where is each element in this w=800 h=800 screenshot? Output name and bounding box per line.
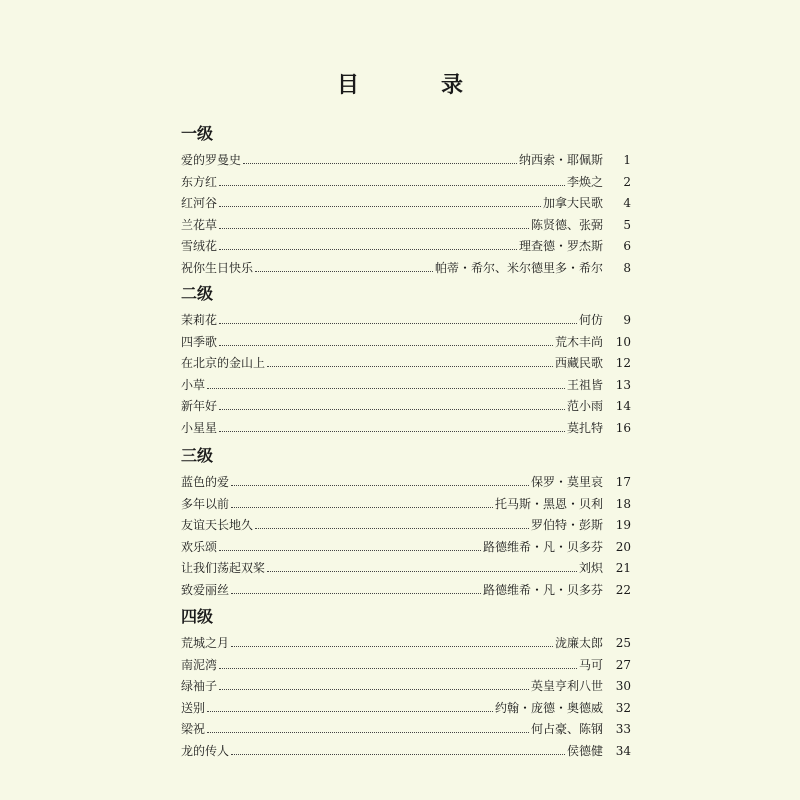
page-number: 21 [615, 561, 631, 575]
song-title: 绿袖子 [181, 679, 218, 693]
page-number: 12 [615, 356, 631, 370]
page-number: 30 [615, 679, 631, 693]
dot-leader [219, 345, 553, 346]
toc-entry [181, 213, 631, 233]
page-number: 17 [615, 475, 631, 489]
page-number: 10 [615, 334, 631, 349]
page-number: 34 [615, 743, 631, 758]
toc-entry [181, 394, 631, 414]
dot-leader [255, 271, 433, 272]
song-title: 南泥湾 [181, 657, 218, 672]
composer-name: 荒木丰尚 [554, 334, 603, 349]
composer-name: 范小雨 [566, 399, 603, 413]
composer-name: 罗伯特・彭斯 [530, 518, 603, 532]
toc-entry [181, 535, 631, 555]
song-title: 梁祝 [181, 722, 206, 736]
composer-name: 李焕之 [566, 174, 603, 189]
section-heading: 三级 [181, 446, 214, 465]
page-number: 9 [623, 313, 631, 327]
toc-entry [181, 351, 631, 371]
page-number: 13 [615, 377, 631, 392]
composer-name: 泷廉太郎 [554, 636, 603, 650]
song-title: 让我们荡起双桨 [181, 561, 266, 575]
song-title: 兰花草 [181, 217, 218, 232]
song-title: 四季歌 [181, 334, 218, 349]
dot-leader [267, 571, 577, 572]
section-heading: 二级 [181, 284, 214, 303]
song-title: 东方红 [181, 174, 218, 189]
song-title: 茉莉花 [181, 313, 218, 327]
dot-leader [219, 550, 481, 551]
dot-leader [207, 711, 493, 712]
composer-name: 帕蒂・希尔、米尔德里多・希尔 [434, 260, 603, 275]
toc-entry [181, 556, 631, 576]
page-number: 22 [615, 582, 631, 597]
page-number: 2 [623, 174, 631, 189]
song-title: 欢乐颂 [181, 539, 218, 554]
composer-name: 何仿 [578, 313, 603, 327]
toc-entry [181, 492, 631, 512]
dot-leader [207, 732, 529, 733]
page-number: 25 [615, 636, 631, 650]
toc-entry [181, 148, 631, 168]
song-title: 友谊天长地久 [181, 518, 254, 532]
song-title: 在北京的金山上 [181, 356, 266, 370]
page-number: 5 [623, 217, 631, 232]
song-title: 爱的罗曼史 [181, 153, 242, 167]
toc-entry [181, 170, 631, 190]
composer-name: 何占豪、陈钢 [530, 722, 603, 736]
composer-name: 莫扎特 [566, 420, 603, 435]
dot-leader [219, 668, 577, 669]
composer-name: 约翰・庞德・奥德威 [494, 700, 603, 715]
toc-entry [181, 739, 631, 759]
song-title: 送别 [181, 700, 206, 715]
dot-leader [219, 206, 541, 207]
song-title: 雪绒花 [181, 239, 218, 253]
page-number: 33 [615, 722, 631, 736]
composer-name: 路德维希・凡・贝多芬 [482, 539, 603, 554]
dot-leader [219, 185, 565, 186]
dot-leader [231, 593, 481, 594]
dot-leader [219, 228, 529, 229]
page-number: 18 [615, 496, 631, 511]
toc-entry [181, 308, 631, 328]
toc-entry [181, 513, 631, 533]
song-title: 新年好 [181, 399, 218, 413]
toc-entry [181, 578, 631, 598]
composer-name: 陈贤德、张弼 [530, 217, 603, 232]
page-number: 27 [615, 657, 631, 672]
dot-leader [231, 754, 565, 755]
song-title: 致爱丽丝 [181, 582, 230, 597]
dot-leader [219, 689, 529, 690]
toc-entry [181, 696, 631, 716]
page-number: 14 [615, 399, 631, 413]
composer-name: 理查德・罗杰斯 [518, 239, 603, 253]
page-number: 6 [623, 239, 631, 253]
composer-name: 王祖皆 [566, 377, 603, 392]
page-number: 1 [623, 153, 631, 167]
dot-leader [231, 646, 553, 647]
song-title: 龙的传人 [181, 743, 230, 758]
song-title: 小星星 [181, 420, 218, 435]
dot-leader [219, 431, 565, 432]
composer-name: 刘炽 [578, 561, 603, 575]
song-title: 荒城之月 [181, 636, 230, 650]
dot-leader [207, 388, 565, 389]
song-title: 多年以前 [181, 496, 230, 511]
composer-name: 纳西索・耶佩斯 [518, 153, 603, 167]
song-title: 祝你生日快乐 [181, 260, 254, 275]
song-title: 红河谷 [181, 196, 218, 210]
toc-entry [181, 373, 631, 393]
page-number: 4 [623, 196, 631, 210]
section-heading: 一级 [181, 124, 214, 143]
toc-entry [181, 631, 631, 651]
dot-leader [219, 249, 517, 250]
composer-name: 侯德健 [566, 743, 603, 758]
page-number: 19 [615, 518, 631, 532]
page-number: 16 [615, 420, 631, 435]
section-heading: 四级 [181, 607, 214, 626]
toc-entry [181, 191, 631, 211]
composer-name: 英皇亨利八世 [530, 679, 603, 693]
composer-name: 保罗・莫里哀 [530, 475, 603, 489]
song-title: 小草 [181, 377, 206, 392]
page-title: 目 录 [336, 73, 493, 98]
dot-leader [219, 323, 577, 324]
toc-entry [181, 717, 631, 737]
composer-name: 马可 [578, 657, 603, 672]
toc-entry [181, 234, 631, 254]
toc-entry [181, 470, 631, 490]
composer-name: 西藏民歌 [554, 356, 603, 370]
composer-name: 路德维希・凡・贝多芬 [482, 582, 603, 597]
toc-entry [181, 674, 631, 694]
page-number: 8 [623, 260, 631, 275]
page-number: 20 [615, 539, 631, 554]
dot-leader [255, 528, 529, 529]
composer-name: 托马斯・黑恩・贝利 [494, 496, 603, 511]
dot-leader [267, 366, 553, 367]
toc-entry [181, 416, 631, 436]
song-title: 蓝色的爱 [181, 475, 230, 489]
composer-name: 加拿大民歌 [542, 196, 603, 210]
dot-leader [243, 163, 517, 164]
dot-leader [231, 507, 493, 508]
toc-entry [181, 330, 631, 350]
toc-entry [181, 256, 631, 276]
dot-leader [231, 485, 529, 486]
toc-entry [181, 653, 631, 673]
dot-leader [219, 409, 565, 410]
page-number: 32 [615, 700, 631, 715]
